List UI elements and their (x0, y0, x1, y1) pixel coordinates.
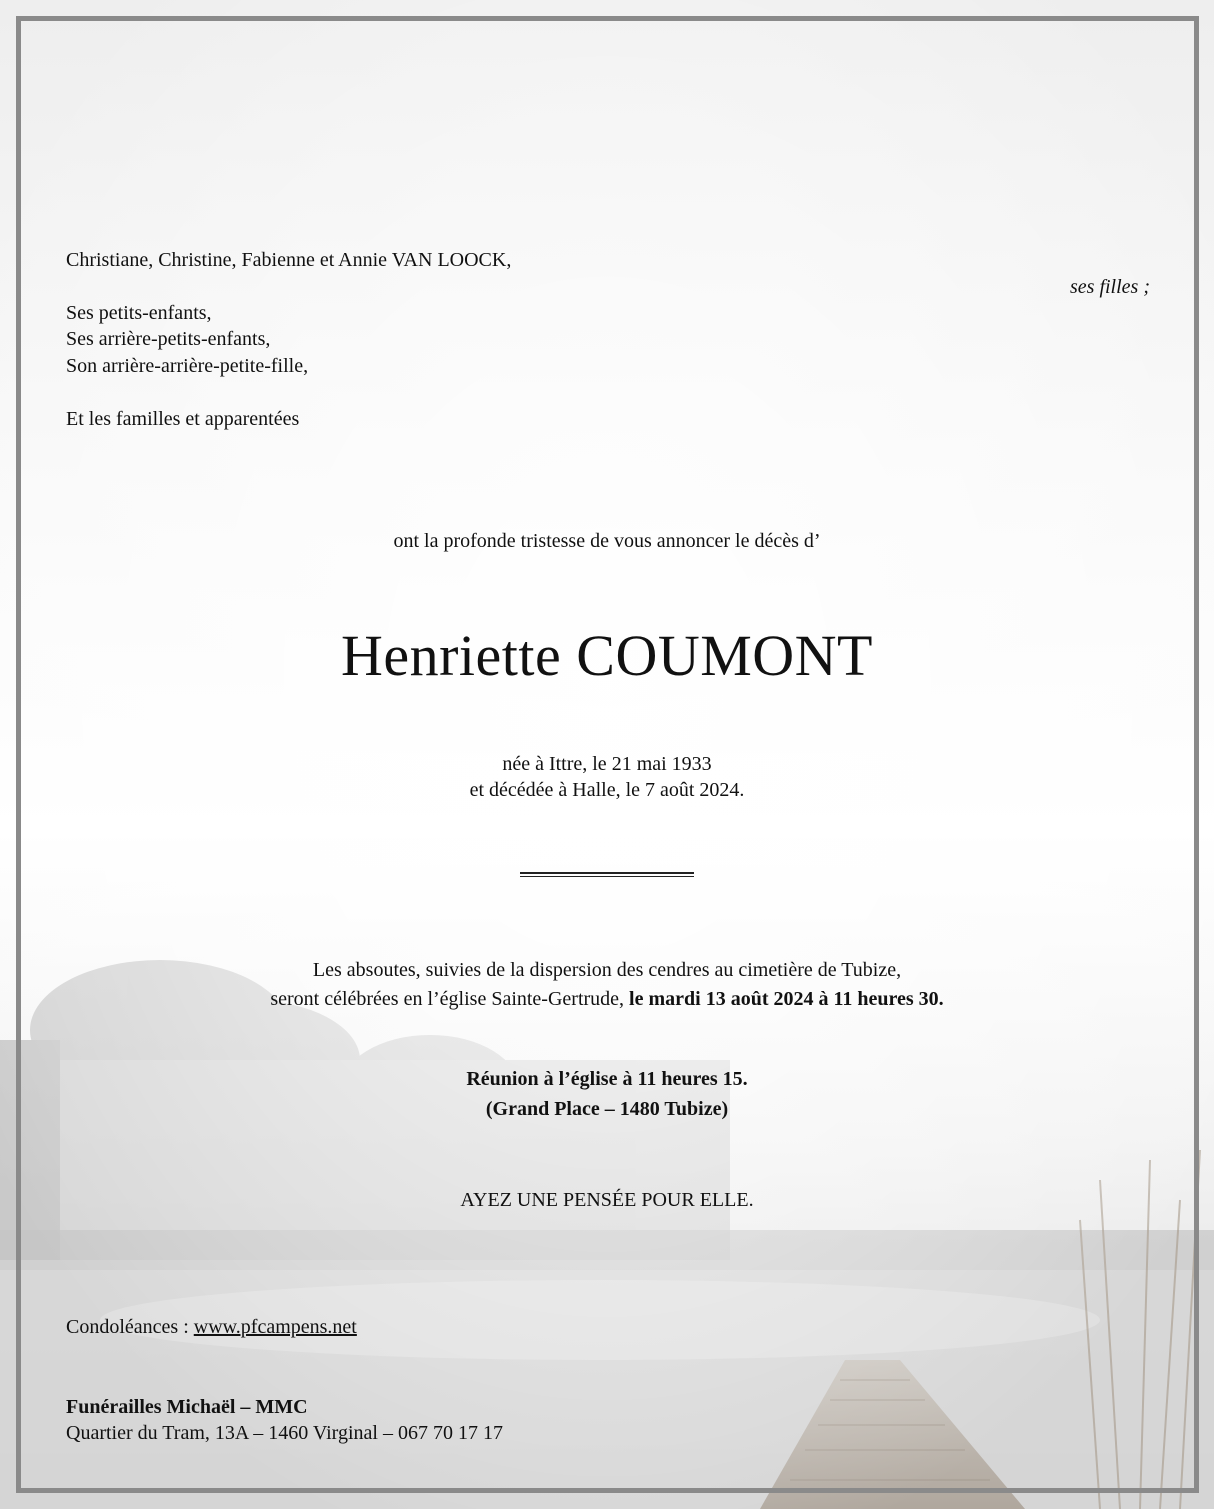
ceremony-church: seront célébrées en l’église Sainte-Gertrude, (270, 988, 625, 1010)
families-line: Et les familles et apparentées (66, 408, 300, 430)
grandchildren-line: Ses petits-enfants, (66, 302, 212, 324)
condolences-line (66, 1314, 357, 1340)
ceremony-line-1: Les absoutes, suivies de la dispersion des cendres au cimetière de Tubize, (312, 959, 902, 981)
funeral-home-address: Quartier du Tram, 13A – 1460 Virginal – 067 70 17 17 (66, 1422, 503, 1444)
separator-line-lower (520, 876, 694, 877)
ceremony-line-2 (0, 986, 1214, 1012)
birth-line: née à Ittre, le 21 mai 1933 (502, 753, 712, 775)
condolences-link[interactable]: www.pfcampens.net (193, 1316, 357, 1338)
death-line: et décédée à Halle, le 7 août 2024. (469, 779, 745, 801)
meeting-address: (Grand Place – 1480 Tubize) (485, 1098, 729, 1120)
separator-line (520, 872, 694, 874)
daughters-role: ses filles ; (1070, 276, 1150, 298)
great-grandchildren-line: Ses arrière-petits-enfants, (66, 328, 271, 350)
condolences-label: Condoléances : (66, 1316, 189, 1338)
daughters-line: Christiane, Christine, Fabienne et Annie VAN LOOCK, (66, 249, 512, 271)
ceremony-date: le mardi 13 août 2024 à 11 heures 30. (629, 988, 944, 1010)
great-great-granddaughter-line: Son arrière-arrière-petite-fille, (66, 355, 309, 377)
funeral-home-name: Funérailles Michaël – MMC (66, 1396, 308, 1418)
announcement-intro: ont la profonde tristesse de vous annoncer le décès d’ (393, 530, 821, 552)
closing-line: AYEZ UNE PENSÉE POUR ELLE. (460, 1189, 754, 1211)
deceased-name: Henriette COUMONT (340, 623, 873, 688)
meeting-line: Réunion à l’église à 11 heures 15. (466, 1068, 748, 1090)
